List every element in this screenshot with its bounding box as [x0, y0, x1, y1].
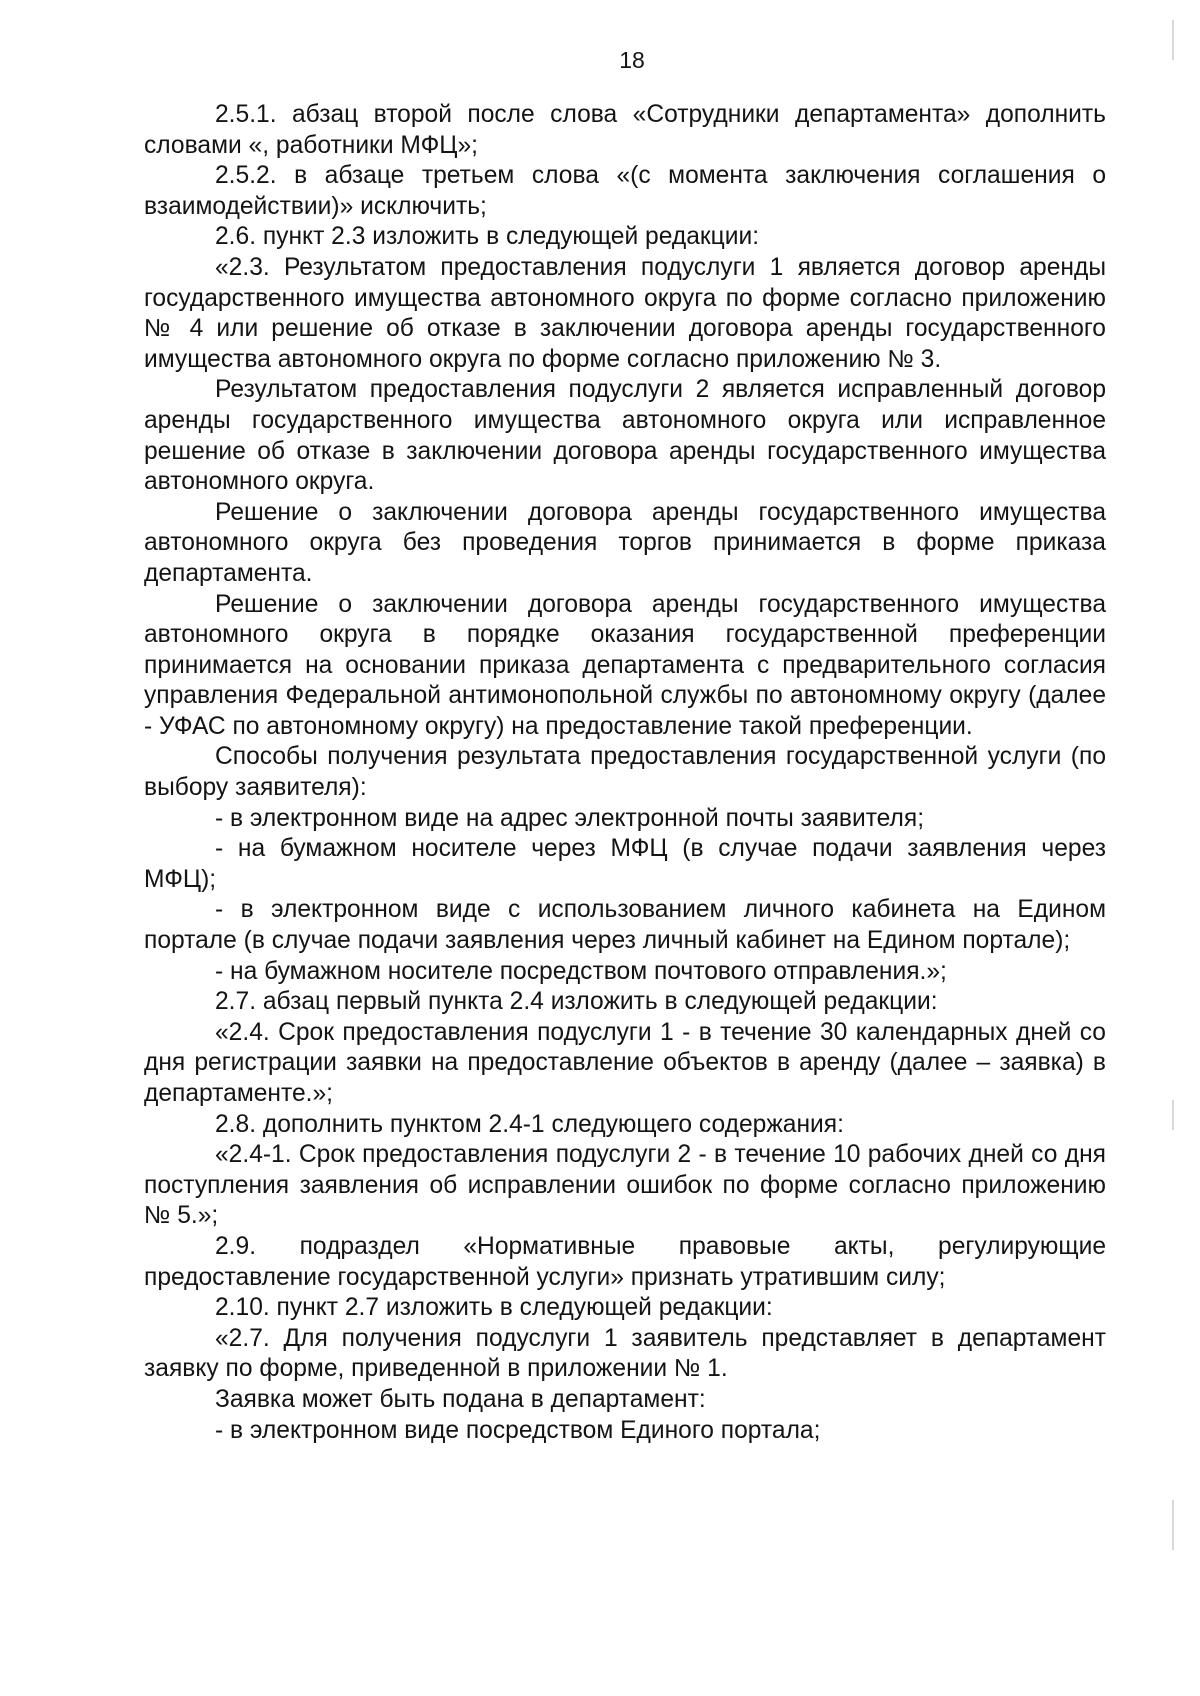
paragraph: 2.5.2. в абзаце третьем слова «(с момента заключения соглашения о взаимодействии)» исключить;	[144, 162, 1106, 220]
paragraph: - в электронном виде на адрес электронной почты заявителя;	[215, 804, 925, 832]
paragraph: «2.7. Для получения подуслуги 1 заявитель представляет в департамент заявку по форме, приведенной в приложении № 1.	[144, 1324, 1106, 1383]
paragraph: «2.4-1. Срок предоставления подуслуги 2 - в течение 10 рабочих дней со дня поступления заявления об исправлении ошибок по форме согласно приложению № 5.»;	[144, 1141, 1106, 1230]
paragraph: Решение о заключении договора аренды государственного имущества автономного округа без проведения торгов принимается в форме приказа департамента.	[144, 498, 1106, 587]
paragraph: - на бумажном носителе посредством почтового отправления.»;	[215, 957, 947, 985]
page-number: 18	[619, 47, 645, 73]
scan-artifact	[1172, 20, 1174, 60]
paragraph: 2.8. дополнить пунктом 2.4-1 следующего содержания:	[215, 1110, 844, 1138]
paragraph: Результатом предоставления подуслуги 2 является исправленный договор аренды государственного имущества автономного округа или исправленное решение об отказе в заключении договора аренды государственного имущества автономного округа.	[144, 376, 1106, 496]
scan-artifact	[1172, 1100, 1174, 1130]
paragraph: Способы получения результата предоставления государственной услуги (по выбору заявителя):	[144, 743, 1106, 802]
paragraph: 2.9. подраздел «Нормативные правовые акты, регулирующие предоставление государственной услуги» признать утратившим силу;	[144, 1232, 1106, 1291]
paragraph: - в электронном виде с использованием личного кабинета на Едином портале (в случае подачи заявления через личный кабинет на Едином портале);	[144, 896, 1106, 955]
paragraph: 2.5.1. абзац второй после слова «Сотрудники департамента» дополнить словами «, работники МФЦ»;	[144, 101, 1106, 159]
scan-artifact	[1172, 1500, 1174, 1550]
paragraph: - в электронном виде посредством Единого портала;	[215, 1416, 821, 1444]
paragraph: «2.3. Результатом предоставления подуслуги 1 является договор аренды государственного имущества автономного округа по форме согласно приложению № 4 или решение об отказе в заключении договора аренды государственного имущества автономного округа по форме согласно приложению № 3.	[144, 253, 1106, 373]
paragraph: 2.10. пункт 2.7 изложить в следующей редакции:	[215, 1294, 773, 1322]
paragraph: Решение о заключении договора аренды государственного имущества автономного округа в порядке оказания государственной преференции принимается на основании приказа департамента с предварительного согласия управления Федеральной антимонопольной службы по автономному округу (далее - УФАС по автономному округу) на предоставление такой преференции.	[144, 590, 1106, 740]
paragraph: 2.6. пункт 2.3 изложить в следующей редакции:	[215, 223, 760, 251]
paragraph: Заявка может быть подана в департамент:	[215, 1385, 706, 1413]
paragraph: - на бумажном носителе через МФЦ (в случае подачи заявления через МФЦ);	[144, 835, 1106, 893]
document-body	[144, 100, 1106, 1446]
paragraph: «2.4. Срок предоставления подуслуги 1 - в течение 30 календарных дней со дня регистрации заявки на предоставление объектов в аренду (далее – заявка) в департаменте.»;	[144, 1018, 1106, 1107]
paragraph: 2.7. абзац первый пункта 2.4 изложить в следующей редакции:	[215, 988, 938, 1016]
